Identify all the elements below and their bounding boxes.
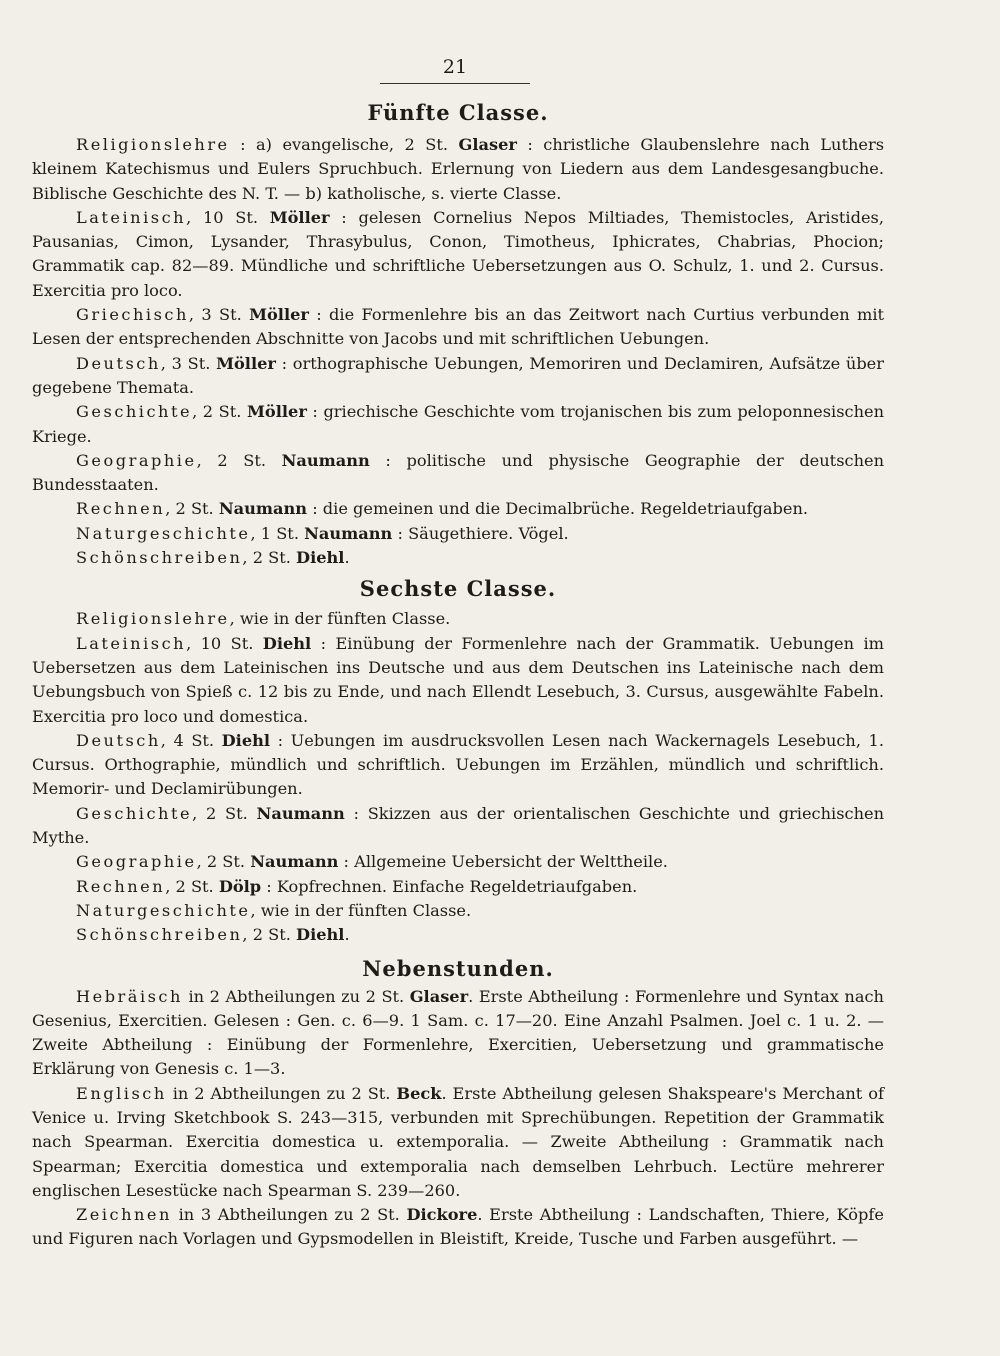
paragraph-text: : Uebungen im ausdrucksvollen Lesen nach Wackernagels Lesebuch, 1. Cursus. Orthographie, mündlich und schriftlich. Uebungen im Erzählen, mündlich und schriftlich. Memorir- und Declamirübungen.: [32, 730, 884, 799]
paragraph-lateinisch-6: [32, 632, 884, 729]
hours: , 2 St.: [196, 852, 251, 872]
teacher-name: Glaser: [409, 986, 469, 1006]
hours: , 3 St.: [160, 353, 217, 373]
hours: , 2 St.: [165, 876, 219, 896]
paragraph-text: . Erste Abtheilung : Formenlehre und Syntax nach Gesenius, Exercitien. Gelesen : Gen. c. 6—9. 1 Sam. c. 17—20. Eine Anzahl Psalmen. Joel c. 1 u. 2. — Zweite Abtheilung : Einübung der Formenlehre, Exercitien, Uebersetzung und grammatische Erklärung von Genesis c. 1—3.: [32, 986, 884, 1079]
paragraph-text: : christliche Glaubenslehre nach Luthers kleinem Katechismus und Eulers Spruchbuch. Erlernung von Liedern aus dem Landesgesangbuche. Biblische Geschichte des N. T. — b) katholische, s. vierte Classe.: [32, 135, 884, 203]
paragraph-text: : gelesen Cornelius Nepos Miltiades, Themistocles, Aristides, Pausanias, Cimon, Lysander, Thrasybulus, Conon, Timotheus, Iphicrates, Chabrias, Phocion; Grammatik cap. 82—89. Mündliche und schriftliche Uebersetzungen aus O. Schulz, 1. und 2. Cursus. Exercitia pro loco.: [32, 207, 884, 300]
subject-name: Deutsch: [76, 353, 161, 373]
teacher-name: Diehl: [296, 925, 345, 945]
paragraph-geschichte-6: [32, 802, 884, 851]
paragraph-naturgeschichte-6: [32, 899, 884, 923]
paragraph-text: : Einübung der Formenlehre nach der Grammatik. Uebungen im Uebersetzen aus dem Lateinischen ins Deutsche und aus dem Deutschen ins Lateinische nach dem Uebungsbuch von Spieß c. 12 bis zu Ende, und nach Ellendt Lesebuch, 3. Cursus, ausgewählte Fabeln. Exercitia pro loco und domestica.: [32, 633, 885, 726]
paragraph-religionslehre-6: [32, 607, 884, 631]
paragraph-text: : Allgemeine Uebersicht der Welttheile.: [338, 852, 668, 872]
subject-name: Rechnen: [76, 876, 166, 896]
paragraph-deutsch-6: [32, 729, 884, 802]
hours: in 2 Abtheilungen zu 2 St.: [182, 986, 410, 1006]
paragraph-deutsch-5: [32, 352, 884, 401]
paragraph-text: : Kopfrechnen. Einfache Regeldetriaufgaben.: [261, 876, 638, 896]
paragraph-text: , wie in der fünften Classe.: [229, 609, 451, 629]
subject-name: Englisch: [76, 1083, 167, 1103]
subject-name: Geschichte: [76, 402, 193, 422]
subject-name: Geographie: [76, 852, 197, 872]
subject-name: Religionslehre: [76, 609, 230, 629]
paragraph-schoenschreiben-5: [32, 546, 884, 570]
hours: , 4 St.: [160, 730, 222, 750]
teacher-name: Naumann: [250, 852, 339, 872]
subject-name: Griechisch: [76, 305, 189, 325]
subject-name: Rechnen: [76, 499, 166, 519]
paragraph-hebraeisch: [32, 985, 884, 1082]
teacher-name: Naumann: [218, 499, 308, 519]
page-number: 21: [380, 56, 530, 84]
subject-name: Hebräisch: [76, 986, 183, 1006]
paragraph-text: : griechische Geschichte vom trojanischen bis zum peloponnesischen Kriege.: [32, 402, 885, 446]
teacher-name: Dölp: [218, 876, 262, 896]
teacher-name: Naumann: [281, 450, 370, 470]
paragraph-text: .: [344, 925, 350, 945]
hours: , 2 St.: [192, 803, 257, 823]
hours: , 2 St.: [165, 499, 219, 519]
paragraph-text: . Erste Abtheilung gelesen Shakspeare's Merchant of Venice u. Irving Sketchbook S. 243—315, verbunden mit Sprechübungen. Repetition der Grammatik nach Spearman. Exercitia domestica u. extemporalia. — Zweite Abtheilung : Grammatik nach Spearman; Exercitia domestica und extemporalia nach demselben Lehrbuch. Lectüre mehrerer englischen Lesestücke nach Spearman S. 239—260.: [32, 1083, 884, 1200]
subject-name: Naturgeschichte: [76, 900, 251, 920]
hours: , 2 St.: [196, 450, 282, 470]
teacher-name: Möller: [247, 402, 307, 422]
subject-name: Geographie: [76, 450, 197, 470]
paragraph-text: : Säugethiere. Vögel.: [392, 523, 569, 543]
teacher-name: Möller: [269, 207, 330, 227]
teacher-name: Möller: [249, 305, 309, 325]
paragraph-text: : orthographische Uebungen, Memoriren und Declamiren, Aufsätze über gegebene Themata.: [32, 353, 884, 397]
teacher-name: Naumann: [304, 523, 393, 543]
paragraph-text: : Skizzen aus der orientalischen Geschichte und griechischen Mythe.: [32, 803, 885, 848]
paragraph-geographie-5: [32, 449, 884, 498]
teacher-name: Möller: [216, 353, 276, 373]
paragraph-text: : die gemeinen und die Decimalbrüche. Regeldetriaufgaben.: [307, 499, 809, 519]
teacher-name: Glaser: [458, 135, 517, 154]
subject-name: Zeichnen: [76, 1205, 172, 1225]
paragraph-text: : die Formenlehre bis an das Zeitwort nach Curtius verbunden mit Lesen der entsprechenden Abschnitte von Jacobs und mit schriftlichen Uebungen.: [32, 305, 884, 349]
teacher-name: Diehl: [262, 633, 312, 653]
hours: , 10 St.: [186, 207, 270, 227]
hours: , 1 St.: [250, 523, 305, 543]
hours: , 10 St.: [186, 633, 263, 653]
subject-name: Deutsch: [76, 730, 161, 750]
page-content: [32, 100, 884, 1252]
teacher-name: Diehl: [221, 730, 271, 750]
subject-name: Lateinisch: [76, 633, 187, 653]
paragraph-text: .: [344, 548, 350, 568]
paragraph-schoenschreiben-6: [32, 923, 884, 947]
paragraph-griechisch-5: [32, 303, 884, 352]
subject-name: Schönschreiben: [76, 548, 243, 568]
paragraph-geographie-6: [32, 850, 884, 874]
hours: : a) evangelische, 2 St.: [229, 135, 459, 154]
subject-name: Geschichte: [76, 803, 193, 823]
teacher-name: Beck: [396, 1083, 442, 1103]
subject-name: Lateinisch: [76, 207, 187, 227]
teacher-name: Dickore: [406, 1205, 478, 1225]
paragraph-rechnen-6: [32, 875, 884, 899]
paragraph-zeichnen: [32, 1203, 884, 1252]
hours: in 2 Abtheilungen zu 2 St.: [166, 1083, 397, 1103]
teacher-name: Naumann: [256, 803, 345, 823]
paragraph-text: . Erste Abtheilung : Landschaften, Thiere, Köpfe und Figuren nach Vorlagen und Gypsmodellen in Bleistift, Kreide, Tusche und Farben ausgeführt. —: [32, 1205, 884, 1249]
paragraph-naturgeschichte-5: [32, 522, 884, 546]
hours: , 3 St.: [188, 305, 250, 325]
paragraph-englisch: [32, 1082, 884, 1203]
hours: , 2 St.: [242, 548, 297, 568]
teacher-name: Diehl: [296, 548, 345, 568]
section-heading-nebenstunden: Nebenstunden.: [362, 955, 554, 981]
section-heading-sechste-classe: Sechste Classe.: [359, 576, 557, 602]
paragraph-religionslehre-5: [32, 133, 884, 206]
paragraph-geschichte-5: [32, 400, 884, 449]
paragraph-text: , wie in der fünften Classe.: [250, 900, 472, 920]
section-heading-fuenfte-classe: Fünfte Classe.: [367, 100, 549, 125]
hours: , 2 St.: [192, 402, 247, 422]
hours: in 3 Abtheilungen zu 2 St.: [171, 1205, 407, 1225]
paragraph-rechnen-5: [32, 497, 884, 521]
paragraph-text: : politische und physische Geographie der deutschen Bundesstaaten.: [32, 450, 884, 495]
subject-name: Schönschreiben: [76, 925, 243, 945]
subject-name: Religionslehre: [76, 135, 230, 154]
hours: , 2 St.: [242, 925, 297, 945]
paragraph-lateinisch-5: [32, 206, 884, 303]
subject-name: Naturgeschichte: [76, 523, 251, 543]
